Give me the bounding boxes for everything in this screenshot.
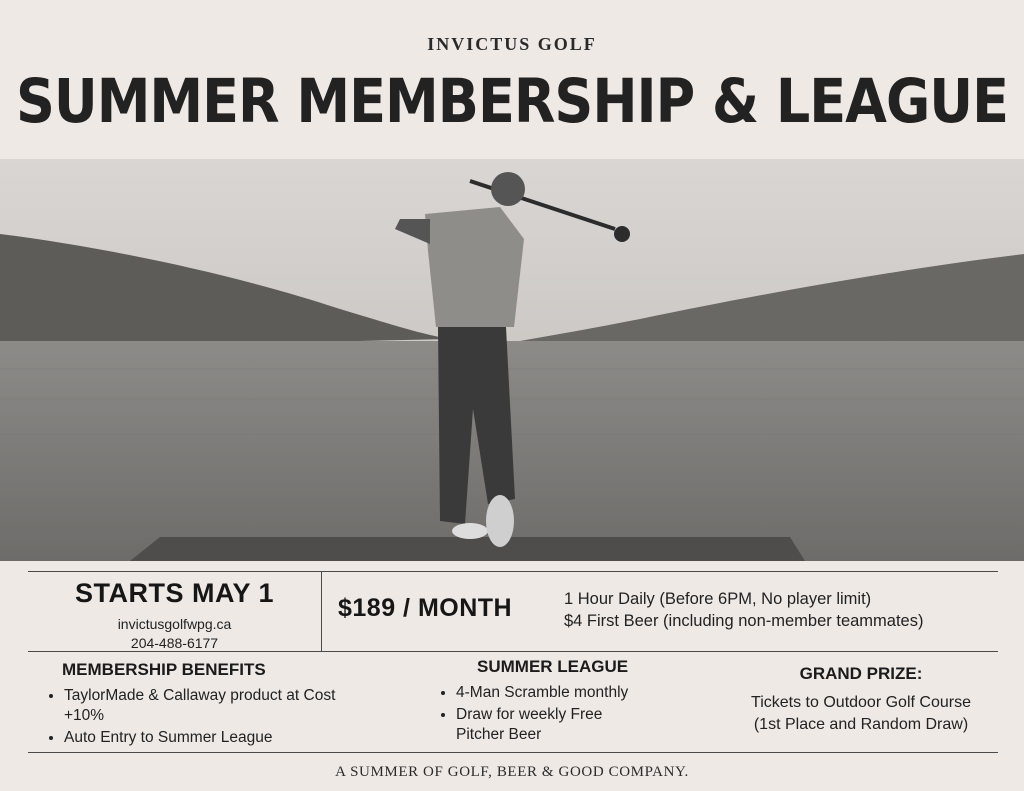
summer-league [432,657,692,747]
perk-item: 1 Hour Daily (Before 6PM, No player limit) [564,590,872,608]
perk-item: $4 First Beer (including non-member teammates) [564,612,924,630]
league-heading: SUMMER LEAGUE [477,657,629,676]
benefits-heading: MEMBERSHIP BENEFITS [62,660,266,679]
hero-photo [0,159,1024,561]
start-date: STARTS MAY 1 [74,578,275,608]
divider-top [28,571,998,572]
page-title: SUMMER MEMBERSHIP & LEAGUE [15,66,1009,137]
prize-heading: GRAND PRIZE: [799,664,923,683]
membership-benefits [40,660,380,750]
brand-name: INVICTUS GOLF [427,34,597,54]
divider-bottom [28,752,998,753]
phone-number: 204-488-6177 [130,635,219,651]
prize-line: (1st Place and Random Draw) [753,716,969,733]
divider-vertical [321,571,322,651]
footer-tagline: A SUMMER OF GOLF, BEER & GOOD COMPANY. [335,764,689,780]
league-item: • 4-Man Scramble monthly [456,683,692,703]
prize-line: Tickets to Outdoor Golf Course [751,694,971,711]
grand-prize [716,664,1006,736]
benefit-item: • Auto Entry to Summer League [64,728,380,748]
benefit-item: • TaylorMade & Callaway product at Cost +10% [64,686,359,726]
perks-list [564,588,923,632]
start-date-block [28,578,321,653]
membership-price: $189 / MONTH [338,594,513,622]
website-link[interactable]: invictusgolfwpg.ca [117,616,232,632]
league-item: • Draw for weekly Free Pitcher Beer [456,705,641,745]
